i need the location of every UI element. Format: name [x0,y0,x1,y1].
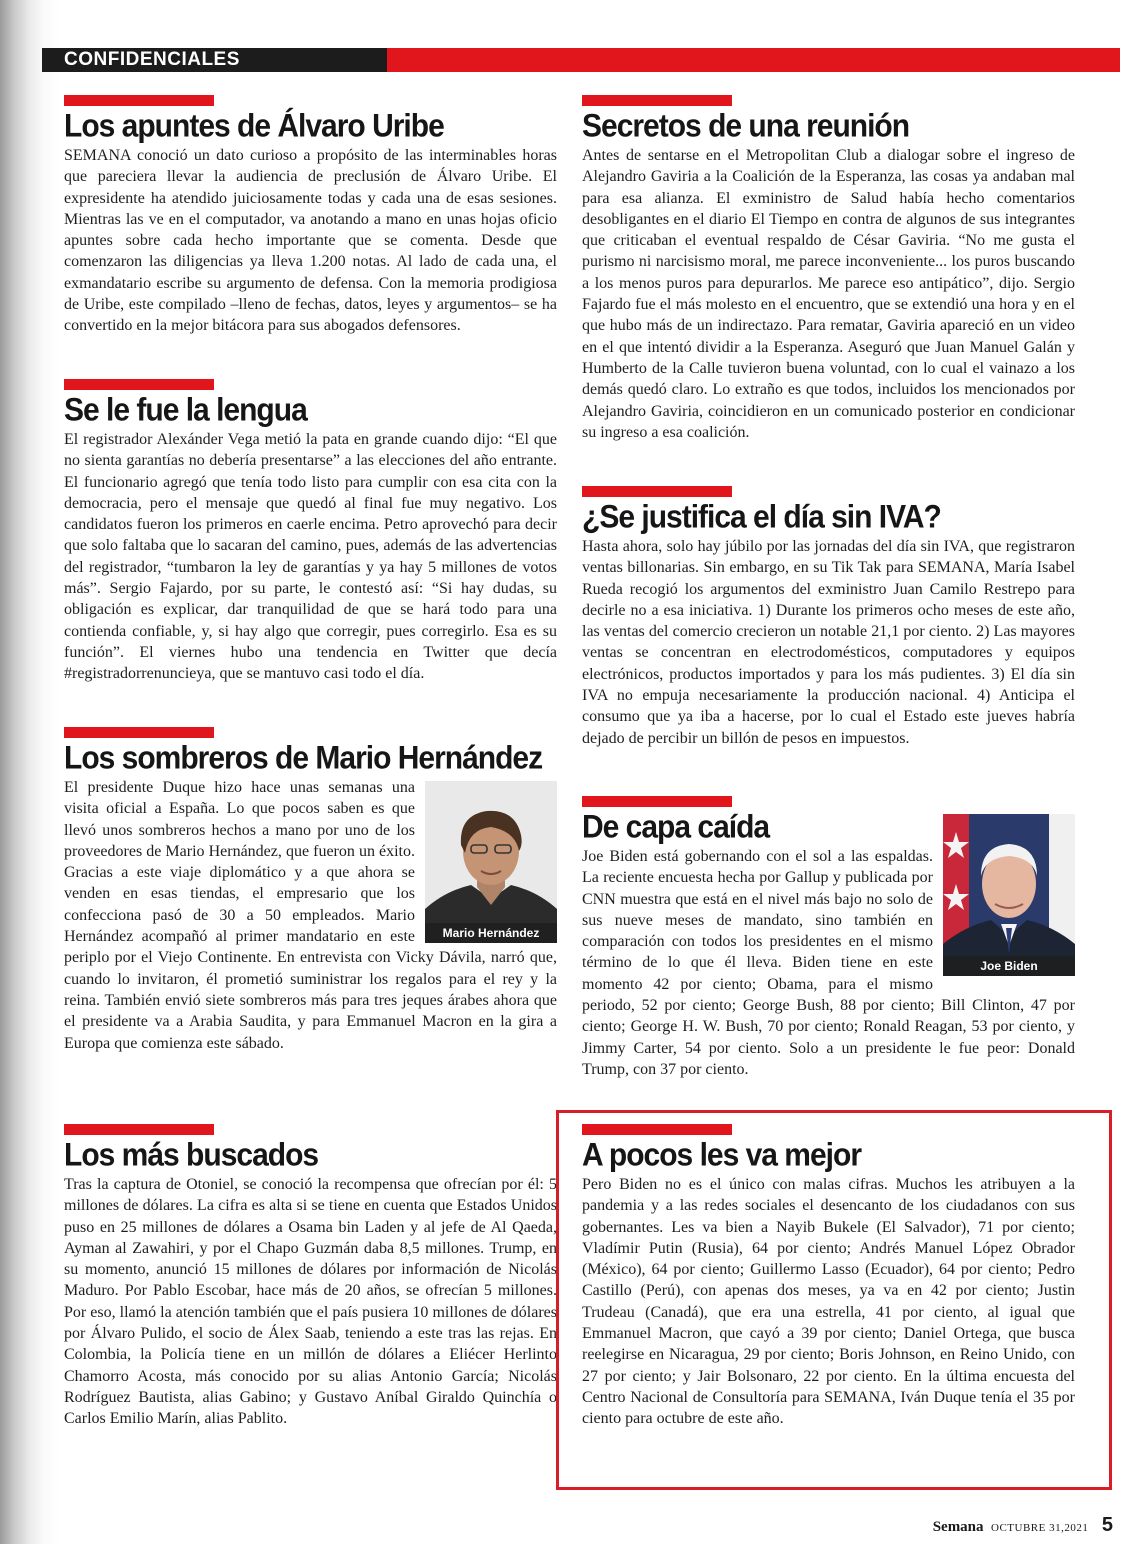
portrait-image [943,814,1075,976]
portrait-image [425,781,557,943]
article-accent-bar [64,1124,214,1135]
article-title: Los sombreros de Mario Hernández [64,740,543,776]
article-body: El presidente Duque hizo hace unas semanas una visita oficial a España. Lo que pocos saben es que llevó unos sombreros hechos a mano por uno de los proveedores de Mario Hernández, que fueron un éxito. Gracias a este viaje diplomático y a que ahora se venden en esas tiendas, el empresario que los confecciona pasó de 30 a 50 empleados. Mario Hernández acompañó al primer mandatario en este periplo por el Viejo Continente. En entrevista con Vicky Dávila, narró que, cuando lo invitaron, él prometió suministrar los regalos para el rey y la reina. También envió siete sombreros más para tres jeques árabes ahora que el presidente va a Arabia Saudita, y para Emmanuel Macron en la gira a Europa que comienza este sábado. [64,779,557,1052]
article-title: ¿Se justifica el día sin IVA? [582,499,941,535]
photo-mario-hernandez [425,781,557,943]
article-body: Antes de sentarse en el Metropolitan Club a dialogar sobre el ingreso de Alejandro Gaviria a la Coalición de la Esperanza, las cosas ya andaban mal para esa alianza. El exministro de Salud había hecho comentarios desobligantes en el diario El Tiempo en contra de algunos de sus integrantes que criticaban el eventual respaldo de César Gaviria. “No me gusta el purismo ni narcisismo moral, me parece inconveniente... los puros buscando a los menos puros para depurarlos. Me parece eso antipático”, dijo. Sergio Fajardo fue el más molesto en el encuentro, que se extendió una hora y en el que hubo más de un indirectazo. Para rematar, Gaviria apareció en un video en el que intentó dividir a la Esperanza. Aseguró que Juan Manuel Galán y Humberto de la Calle tuvieron buena voluntad, con lo cual el vainazo a los demás quedó claro. Lo extraño es que todos, incluidos los mencionados por Alejandro Gaviria, coincidieron en un comunicado posterior en condicionar su ingreso a esa coalición. [582,147,1075,441]
article-accent-bar [582,95,732,106]
article-body: Pero Biden no es el único con malas cifras. Muchos les atribuyen a la pandemia y a las redes sociales el desencanto de los ciudadanos con sus gobernantes. Les va bien a Nayib Bukele (El Salvador), 71 por ciento; Vladímir Putin (Rusia), 64 por ciento; Andrés Manuel López Obrador (México), 64 por ciento; Guillermo Lasso (Ecuador), 64 por ciento; Pedro Castillo (Perú), con apenas dos meses, ya va en 42 por ciento; Justin Trudeau (Canadá), que era una estrella, 41 por ciento, al igual que Emmanuel Macron, que cayó a 39 por ciento; Daniel Ortega, que busca reelegirse en Nicaragua, 29 por ciento; Boris Johnson, en Reino Unido, con 27 por ciento; y Jair Bolsonaro, 22 por ciento. En la última encuesta del Centro Nacional de Consultoría para SEMANA, Iván Duque tenía el 35 por ciento para octubre de este año. [582,1176,1075,1428]
article-reunion [582,95,1075,443]
page-number: 5 [1101,1514,1113,1536]
magazine-name: Semana [932,1519,984,1535]
article-iva [582,486,1075,749]
article-accent-bar [64,727,214,738]
article-accent-bar [64,379,214,390]
article-body: Hasta ahora, solo hay júbilo por las jornadas del día sin IVA, que registraron ventas billonarias. Sin embargo, en su Tik Tak para SEMANA, María Isabel Rueda recogió los argumentos del exministro Juan Camilo Restrepo para decirle no a esa iniciativa. 1) Durante los primeros ocho meses de este año, las ventas del comercio crecieron un notable 21,1 por ciento. 2) Las mayores ventas se concentran en electrodomésticos, computadores y equipos electrónicos, productos importados y para los más pudientes. 3) El día sin IVA no empuja necesariamente la producción nacional. 4) Anticipa el consumo que ya iba a hacerse, por lo cual el Estado este jueves habría dejado de percibir un billón de pesos en impuestos. [582,538,1075,747]
article-title: Se le fue la lengua [64,392,307,428]
article-title: Los apuntes de Álvaro Uribe [64,108,444,144]
article-body: El registrador Alexánder Vega metió la pata en grande cuando dijo: “El que no sienta garantías no debería presentarse” a las elecciones del año entrante. El funcionario agregó que tenía todo listo para cumplir con esa cita con la democracia, pero el mensaje que quedó al final fue muy negativo. Los candidatos fueron los primeros en caerle encima. Petro aprovechó para decir que solo faltaba que lo sacaran del camino, pues, además de las advertencias del registrador, “tumbaron la ley de garantías y ya hay 5 millones de votos más”. Sergio Fajardo, por su parte, le contestó así: “Si hay dudas, su obligación es explicar, dar tranquilidad de que se hará todo para una contienda confiable, y, si hay algo que corregir, pues corregirlo. Esa es su función”. El viernes hubo una tendencia en Twitter que decía #registradorrenuncieya, que se mantuvo casi todo el día. [64,431,557,683]
article-capa [582,796,1075,1080]
article-body: Tras la captura de Otoniel, se conoció la recompensa que ofrecían por él: 5 millones de dólares. La cifra es alta si se tiene en cuenta que Estados Unidos puso en 25 millones de dólares a Osama bin Laden y al jefe de Al Qaeda, Ayman al Zawahiri, y por el Chapo Guzmán daba 8,5 millones. Trump, en su momento, anunció 15 millones de dólares por información de Nicolás Maduro. Por Pablo Escobar, hace más de 20 años, se ofrecían 5 millones. Por eso, llamó la atención también que el país pusiera 10 millones de dólares por Álvaro Pulido, el socio de Álex Saab, teniendo a este tras las rejas. En Colombia, la Policía tiene en un millón de dólares a Eliécer Herlinto Chamorro Acosta, más conocido por su alias Antonio García; Nicolás Rodríguez Bautista, alias Gabino; y Gustavo Aníbal Giraldo Quinchía o Carlos Emilio Marín, alias Pablito. [64,1176,557,1428]
section-banner [42,48,1120,72]
section-label: CONFIDENCIALES [42,48,387,72]
article-accent-bar [64,95,214,106]
article-buscados [64,1124,557,1430]
photo-caption: Joe Biden [943,956,1075,976]
photo-joe-biden [943,814,1075,976]
article-title: Los más buscados [64,1137,319,1173]
article-lengua [64,379,557,685]
article-body: SEMANA conoció un dato curioso a propósito de las interminables horas que pareciera llevar la audiencia de preclusión de Álvaro Uribe. El expresidente ha atendido juiciosamente todas y cada una de esas sesiones. Mientras las ve en el computador, va anotando a mano en unas hojas oficio apuntes sobre cada hecho importante que se comenta. Desde que comenzaron las diligencias ya lleva 1.200 notas. Al lado de cada una, el exmandatario escribe su argumento de defensa. Con la memoria prodigiosa de Uribe, este compilado –lleno de fechas, datos, leyes y argumentos– se ha convertido en la mejor bitácora para sus abogados defensores. [64,147,557,335]
article-title: A pocos les va mejor [582,1137,862,1173]
article-accent-bar [582,486,732,497]
article-body: Joe Biden está gobernando con el sol a las espaldas. La reciente encuesta hecha por Gallup y publicada por CNN muestra que está en el nivel más bajo no solo de sus nueve meses de mandato, sino también en comparación con todos los presidentes en el mismo término de lo que él lleva. Biden tiene en este momento 42 por ciento; Obama, para el mismo periodo, 52 por ciento; George Bush, 88 por ciento; Bill Clinton, 47 por ciento; George H. W. Bush, 70 por ciento; Ronald Reagan, 53 por ciento, y Jimmy Carter, 54 por ciento. Solo a un presidente le fue peor: Donald Trump, con 37 por ciento. [582,848,1075,1078]
article-accent-bar [582,796,732,807]
article-sombreros [64,727,557,1054]
article-title: De capa caída [582,809,770,845]
article-title: Secretos de una reunión [582,108,910,144]
page-footer [933,1514,1113,1537]
article-uribe [64,95,557,337]
highlight-annotation-box [556,1110,1112,1490]
issue-date: OCTUBRE 31,2021 [991,1522,1089,1534]
photo-caption: Mario Hernández [425,923,557,943]
